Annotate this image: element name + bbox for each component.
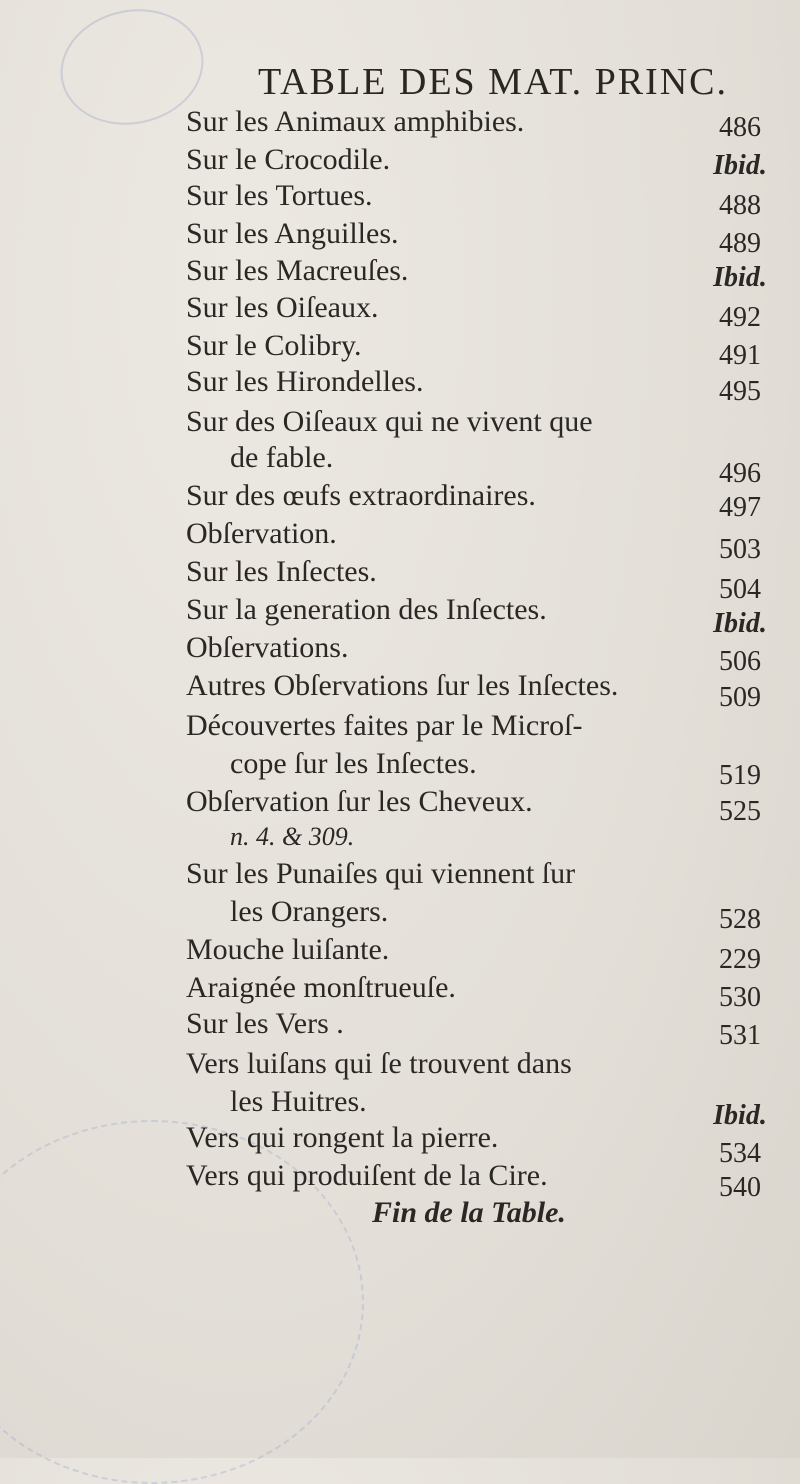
entry-text: Obſervation ſur les Cheveux. [186,785,533,818]
entry-page: 486 [719,112,761,143]
entry-page: Ibid. [713,150,767,181]
entry-page: 534 [719,1138,761,1169]
entry-text: Araignée monſtrueuſe. [186,971,456,1004]
entry-page: Ibid. [713,262,767,293]
entry-text: Sur le Colibry. [186,329,362,362]
entry-page: 504 [719,574,761,605]
entry-text: Sur les Hirondelles. [186,365,424,398]
entry-text: Sur les Oiſeaux. [186,291,379,324]
entry-page: 488 [719,190,761,221]
entry-text: Sur les Macreuſes. [186,254,409,287]
entry-continuation: cope ſur les Inſectes. [230,747,477,780]
entry-text: Sur les Animaux amphibies. [186,105,525,138]
entry-page: 540 [719,1172,761,1203]
entry-text: Sur les Punaiſes qui viennent ſur [186,857,576,890]
entry-text: Sur les Vers . [186,1007,344,1040]
entry-page: 530 [719,982,761,1013]
entry-text: Sur les Tortues. [186,179,373,212]
entry-page: 506 [719,646,761,677]
entry-text: Découvertes faites par le Microſ- [186,709,583,742]
entry-text: Vers qui rongent la pierre. [186,1121,499,1154]
entry-text: Sur le Crocodile. [186,143,391,176]
end-of-table-note: Fin de la Table. [372,1196,566,1229]
entry-text: Sur des Oiſeaux qui ne vivent que [186,405,593,438]
entry-text: Sur la generation des Inſectes. [186,593,547,626]
entry-page: 497 [719,492,761,523]
page-header: TABLE DES MAT. PRINC. [258,61,729,103]
entry-text: Sur les Anguilles. [186,217,399,250]
entry-page: 491 [719,340,761,371]
entry-page: 229 [719,944,761,975]
entry-page: 519 [719,760,761,791]
entry-text: Mouche luiſante. [186,933,390,966]
entry-page: 496 [719,458,761,489]
entry-continuation: les Huitres. [230,1085,367,1118]
entry-reference: n. 4. & 309. [230,822,355,851]
entry-continuation: les Orangers. [230,895,389,928]
entry-page: 495 [719,376,761,407]
entry-page: 509 [719,682,761,713]
entry-text: Vers qui produiſent de la Cire. [186,1159,548,1192]
entry-page: Ibid. [713,608,767,639]
entry-page: 492 [719,302,761,333]
entry-page: 531 [719,1020,761,1051]
entry-continuation: de fable. [230,441,334,474]
entry-page: 528 [719,904,761,935]
entry-text: Obſervation. [186,517,337,550]
entry-text: Sur des œufs extraordinaires. [186,479,536,512]
entry-text: Autres Obſervations ſur les Inſectes. [186,669,619,702]
entry-text: Vers luiſans qui ſe trouvent dans [186,1047,572,1080]
entry-page: 503 [719,534,761,565]
entry-text: Sur les Inſectes. [186,555,377,588]
entry-text: Obſervations. [186,631,349,664]
entry-page: 525 [719,796,761,827]
entry-page: 489 [719,228,761,259]
entry-page: Ibid. [713,1100,767,1131]
